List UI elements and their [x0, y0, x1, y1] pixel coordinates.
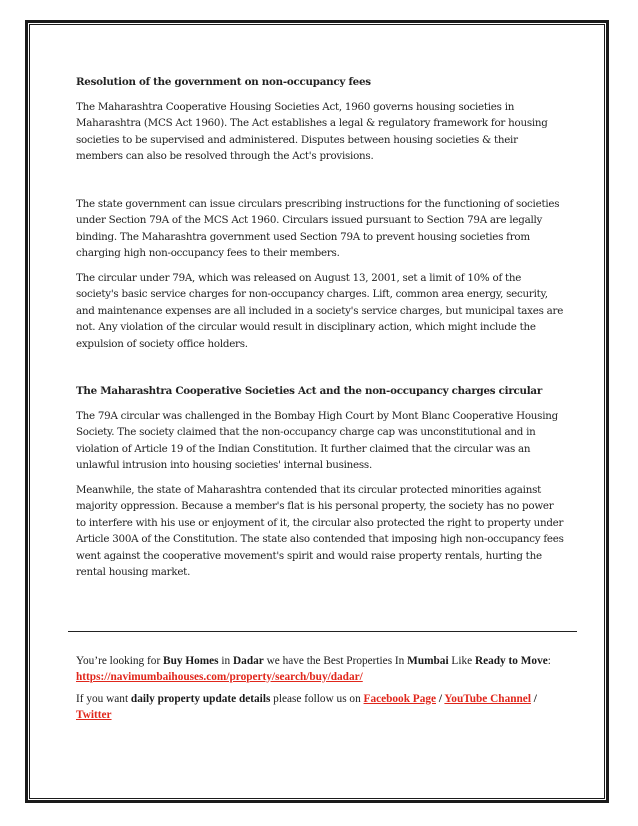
promo-bold: Ready to Move — [474, 655, 548, 667]
youtube-channel-link[interactable]: YouTube Channel — [444, 693, 531, 705]
facebook-page-link[interactable]: Facebook Page — [363, 693, 437, 705]
section-heading-circular: The Maharashtra Cooperative Societies Act and the non-occupancy charges circular — [76, 385, 543, 397]
promo-text: You’re looking for — [76, 655, 164, 667]
promo-text: we have the Best Properties In — [263, 655, 408, 667]
promo-footer — [76, 654, 566, 730]
spacer — [76, 360, 566, 383]
horizontal-divider — [68, 631, 577, 632]
paragraph: Meanwhile, the state of Maharashtra contended that its circular protected minorities against majority oppression. Because a member's flat is his personal property, the society has no power to interfere with his use or enjoyment of it, the circular also protected the right to property under Article 300A of the Constitution. The state also contended that imposing high non-occupancy fees went against the cooperative movement's spirit and would raise property rentals, hurting the rental housing market. — [76, 483, 564, 578]
paragraph: The circular under 79A, which was released on August 13, 2001, set a limit of 10% of the society's basic service charges for non-occupancy charges. Lift, common area energy, security, and maintenance expenses are all included in a society's service charges, but municipal taxes are not. Any violation of the circular would result in disciplinary action, which might include the expulsion of society office holders. — [76, 271, 564, 350]
promo-bold: Mumbai — [407, 655, 449, 667]
promo-text: in — [218, 655, 234, 667]
promo-bold: daily property update details — [130, 693, 271, 705]
spacer — [76, 173, 566, 196]
link-separator: / — [530, 693, 537, 705]
paragraph: The state government can issue circulars prescribing instructions for the functioning of societies under Section 79A of the MCS Act 1960. Circulars issued pursuant to Section 79A are legally binding. The Maharashtra government used Section 79A to prevent housing societies from charging high non-occupancy fees to their members. — [76, 197, 560, 259]
promo-text: : — [547, 655, 551, 667]
article-body — [76, 74, 566, 589]
promo-bold: Dadar — [233, 655, 264, 667]
promo-text: Like — [448, 655, 475, 667]
promo-text: If you want — [76, 693, 131, 705]
link-separator: / — [436, 693, 445, 705]
twitter-link[interactable]: Twitter — [76, 708, 112, 721]
promo-line-follow — [76, 692, 566, 723]
listing-url-link[interactable]: https://navimumbaihouses.com/property/search/buy/dadar/ — [76, 670, 363, 683]
section-heading-resolution: Resolution of the government on non-occupancy fees — [76, 76, 371, 88]
paragraph: The Maharashtra Cooperative Housing Societies Act, 1960 governs housing societies in Maharashtra (MCS Act 1960). The Act establishes a legal & regulatory framework for housing societies to be supervised and administered. Disputes between housing societies & their members can also be resolved through the Act's provisions. — [76, 100, 548, 162]
promo-line-listing — [76, 654, 566, 685]
promo-text: please follow us on — [270, 693, 364, 705]
paragraph: The 79A circular was challenged in the Bombay High Court by Mont Blanc Cooperative Housing Society. The society claimed that the non-occupancy charge cap was unconstitutional and in violation of Article 19 of the Indian Constitution. It further claimed that the circular was an unlawful intrusion into housing societies' internal business. — [76, 409, 558, 471]
promo-bold: Buy Homes — [163, 655, 219, 667]
